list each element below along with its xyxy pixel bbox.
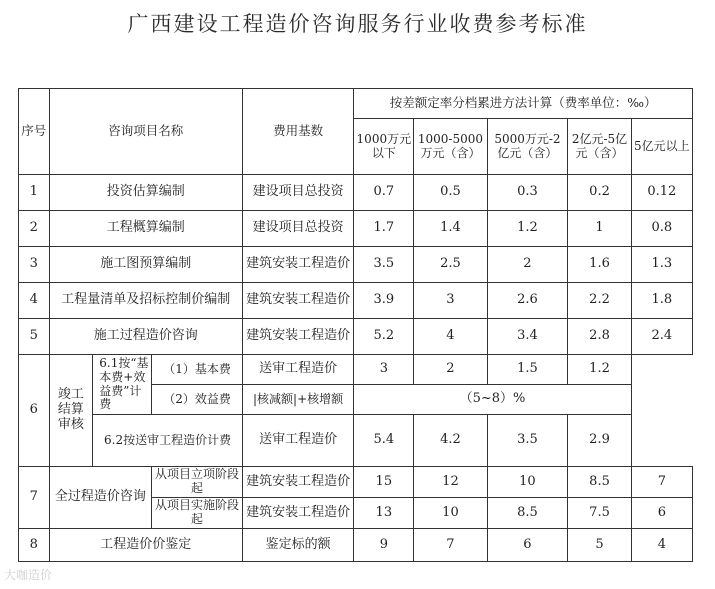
rate-cell: 2 [487,247,568,283]
row-basis: 建设项目总投资 [242,175,353,211]
header-tier: 2亿元-5亿元（含） [568,119,631,175]
rate-cell: 10 [414,498,487,529]
row6-sub1b: （2）效益费 [152,385,243,415]
row-item: 工程量清单及招标控制价编制 [49,283,242,319]
row-basis: 送审工程造价 [242,355,353,385]
table-row [19,175,693,211]
rate-cell: 0.2 [568,175,631,211]
row-basis: 建筑安装工程造价 [242,247,353,283]
rate-cell: 2.9 [568,415,631,467]
rate-cell: 1 [568,211,631,247]
rate-cell: 5 [568,529,631,562]
row6-sub1a: （1）基本费 [152,355,243,385]
rate-cell: 1.2 [568,355,631,385]
row-basis: 建筑安装工程造价 [242,467,353,498]
row-basis: 建设项目总投资 [242,211,353,247]
row6-group: 竣工结算审核 [49,355,93,467]
watermark: 大咖造价 [4,568,53,582]
rate-cell: 1.8 [631,283,692,319]
page-title: 广西建设工程造价咨询服务行业收费参考标准 [127,12,588,36]
header-tier: 5亿元以上 [631,119,692,175]
header-method: 按差额定率分档累进方法计算（费率单位：‰） [354,89,693,119]
row7-b: 从项目实施阶段起 [152,498,243,529]
rate-cell: 1.3 [631,247,692,283]
row-basis: 建筑安装工程造价 [242,319,353,355]
rate-cell: 3.9 [354,283,414,319]
rate-cell: 0.5 [414,175,487,211]
table-row [19,247,693,283]
table-row [19,529,693,562]
rate-cell: 12 [414,467,487,498]
header-item: 咨询项目名称 [49,89,242,175]
table-row [19,355,693,385]
rate-cell: 2.4 [631,319,692,355]
rate-cell: 0.12 [631,175,692,211]
rate-cell: 3.4 [487,319,568,355]
row-item: 工程造价价鉴定 [49,529,242,562]
rate-cell: 5.4 [354,415,414,467]
rate-cell: 1.4 [414,211,487,247]
table-row [19,211,693,247]
rate-cell: 2.6 [487,283,568,319]
table-row [19,467,693,498]
rate-cell: 7 [631,467,692,498]
fee-table [18,88,693,562]
rate-cell: 8.5 [487,498,568,529]
table-row [19,319,693,355]
rate-cell: 15 [354,467,414,498]
table-row [19,415,693,467]
rate-cell: 0.3 [487,175,568,211]
row-seq: 7 [19,467,50,529]
row7-a: 从项目立项阶段起 [152,467,243,498]
header-basis: 费用基数 [242,89,353,175]
rate-cell: 3 [354,355,414,385]
header-tier: 5000万元-2亿元（含） [487,119,568,175]
rate-cell: 3 [414,283,487,319]
rate-cell: 1.5 [487,355,568,385]
row6-sub1: 6.1按“基本费+效益费”计费 [93,355,152,415]
rate-cell: 3.5 [487,415,568,467]
rate-cell: 4 [631,529,692,562]
row7-group: 全过程造价咨询 [49,467,152,529]
header-tier: 1000万元以下 [354,119,414,175]
rate-cell: 2.8 [568,319,631,355]
row-seq: 5 [19,319,50,355]
row-item: 施工过程造价咨询 [49,319,242,355]
row-basis: 建筑安装工程造价 [242,283,353,319]
row-basis: |核减额|+核增额 [242,385,353,415]
row-seq: 2 [19,211,50,247]
rate-cell: （5~8）% [354,385,631,415]
rate-cell: 13 [354,498,414,529]
row6-sub2: 6.2按送审工程造价计费 [93,415,243,467]
rate-cell: 3.5 [354,247,414,283]
row-basis: 建筑安装工程造价 [242,498,353,529]
rate-cell: 0.8 [631,211,692,247]
row-seq: 8 [19,529,50,562]
rate-cell: 6 [487,529,568,562]
rate-cell: 4 [414,319,487,355]
header-tier: 1000-5000万元（含） [414,119,487,175]
rate-cell: 2.2 [568,283,631,319]
table-row [19,283,693,319]
rate-cell: 9 [354,529,414,562]
row-item: 工程概算编制 [49,211,242,247]
row-seq: 3 [19,247,50,283]
row-item: 投资估算编制 [49,175,242,211]
rate-cell: 1.2 [487,211,568,247]
rate-cell: 1.7 [354,211,414,247]
rate-cell: 1.6 [568,247,631,283]
rate-cell: 10 [487,467,568,498]
rate-cell: 7.5 [568,498,631,529]
header-seq: 序号 [19,89,50,175]
rate-cell: 2.5 [414,247,487,283]
rate-cell: 8.5 [568,467,631,498]
row-seq: 6 [19,355,50,467]
rate-cell: 6 [631,498,692,529]
rate-cell: 2 [414,355,487,385]
rate-cell: 7 [414,529,487,562]
header-row-1 [19,89,693,119]
rate-cell: 0.7 [354,175,414,211]
row-basis: 鉴定标的额 [242,529,353,562]
row-basis: 送审工程造价 [242,415,353,467]
rate-cell: 5.2 [354,319,414,355]
row-seq: 4 [19,283,50,319]
rate-cell: 4.2 [414,415,487,467]
row-item: 施工图预算编制 [49,247,242,283]
row-seq: 1 [19,175,50,211]
